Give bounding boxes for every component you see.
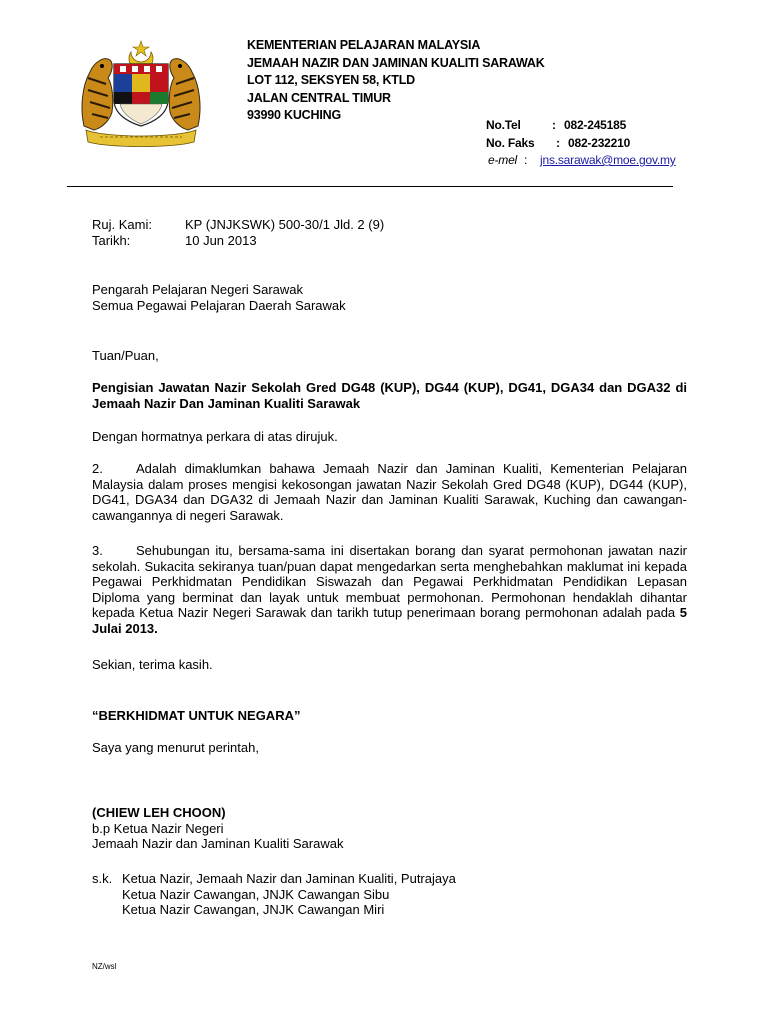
- reference-block: [92, 217, 384, 248]
- tel-separator: :: [552, 118, 556, 132]
- email-separator: :: [524, 153, 528, 167]
- tel-label: No.Tel: [486, 118, 521, 132]
- email-link[interactable]: jns.sarawak@moe.gov.my: [540, 153, 676, 167]
- fax-label: No. Faks: [486, 135, 535, 150]
- order-line: Saya yang menurut perintah,: [92, 740, 259, 755]
- ref-label: Ruj. Kami:: [92, 217, 152, 232]
- header-divider: [67, 186, 673, 187]
- fax-separator: :: [556, 135, 560, 150]
- agency-line: 93990 KUCHING: [247, 108, 341, 122]
- signatory-block: [92, 805, 687, 852]
- subject-line: Pengisian Jawatan Nazir Sekolah Gred DG48 (KUP), DG44 (KUP), DG41, DGA34 dan DGA32 di Jemaah Nazir Dan Jaminan Kualiti Sarawak: [92, 380, 687, 411]
- recipients: [92, 282, 687, 313]
- agency-line: JALAN CENTRAL TIMUR: [247, 90, 391, 105]
- agency-line: KEMENTERIAN PELAJARAN MALAYSIA: [247, 38, 481, 52]
- ref-value: KP (JNJKSWK) 500-30/1 Jld. 2 (9): [185, 217, 385, 232]
- fax-row: [486, 135, 676, 153]
- agency-address: [247, 37, 545, 125]
- footer-code: NZ/wsl: [92, 962, 117, 971]
- date-value: 10 Jun 2013: [185, 232, 257, 248]
- signatory-org: Jemaah Nazir dan Jaminan Kualiti Sarawak: [92, 836, 344, 851]
- email-label: e-mel: [488, 153, 518, 167]
- cc-label: s.k.: [92, 871, 113, 886]
- recipient-line: Semua Pegawai Pelajaran Daerah Sarawak: [92, 297, 346, 313]
- closing-line: Sekian, terima kasih.: [92, 657, 213, 672]
- recipient-line: Pengarah Pelajaran Negeri Sarawak: [92, 282, 304, 297]
- paragraph-2-text: Adalah dimaklumkan bahawa Jemaah Nazir dan Jaminan Kualiti, Kementerian Pelajaran Malaysia dalam proses mengisi kekosongan jawatan Nazir Sekolah Gred DG48 (KUP), DG44 (KUP), DG41, DGA34 dan DGA32 di Jemaah Nazir dan Jaminan Kualiti Sarawak, Kuching dan cawangan-cawangannya di negeri Sarawak.: [92, 461, 687, 523]
- date-label: Tarikh:: [92, 232, 131, 248]
- contact-details: [486, 117, 676, 170]
- motto: “BERKHIDMAT UNTUK NEGARA”: [92, 708, 301, 723]
- cc-item: Ketua Nazir Cawangan, JNJK Cawangan Sibu: [122, 886, 390, 902]
- agency-line: LOT 112, SEKSYEN 58, KTLD: [247, 73, 415, 87]
- agency-line: JEMAAH NAZIR DAN JAMINAN KUALITI SARAWAK: [247, 55, 545, 70]
- email-row: [486, 152, 676, 170]
- paragraph-number: 3.: [92, 543, 103, 558]
- tel-row: [486, 117, 676, 135]
- fax-value: 082-232210: [568, 135, 631, 150]
- cc-item: Ketua Nazir Cawangan, JNJK Cawangan Miri: [122, 902, 385, 917]
- paragraph-number: 2.: [92, 461, 103, 476]
- paragraph-2: [92, 461, 687, 523]
- signatory-title: b.p Ketua Nazir Negeri: [92, 820, 224, 836]
- salutation: Tuan/Puan,: [92, 348, 159, 363]
- cc-item: Ketua Nazir, Jemaah Nazir dan Jaminan Kualiti, Putrajaya: [122, 871, 456, 886]
- tel-value: 082-245185: [564, 118, 627, 132]
- coat-of-arms-icon: [76, 38, 206, 148]
- paragraph-3: [92, 543, 687, 636]
- deadline-date: 5 Julai 2013.: [92, 605, 687, 636]
- opening-line: Dengan hormatnya perkara di atas dirujuk.: [92, 429, 338, 444]
- signatory-name: (CHIEW LEH CHOON): [92, 805, 226, 820]
- paragraph-3-text: Sehubungan itu, bersama-sama ini disertakan borang dan syarat permohonan jawatan nazir sekolah. Sukacita sekiranya tuan/puan dapat mengedarkan serta menghebahkan maklumat ini kepada Pegawai Perkhidmatan Pendidikan Siswazah dan Pegawai Perkhidmatan Pendidikan Lepasan Diploma yang berminat dan layak untuk membuat permohonan. Permohonan hendaklah dihantar kepada Ketua Nazir Negeri Sarawak dan tarikh tutup penerimaan borang permohonan adalah pada: [92, 543, 687, 620]
- cc-block: [92, 871, 687, 918]
